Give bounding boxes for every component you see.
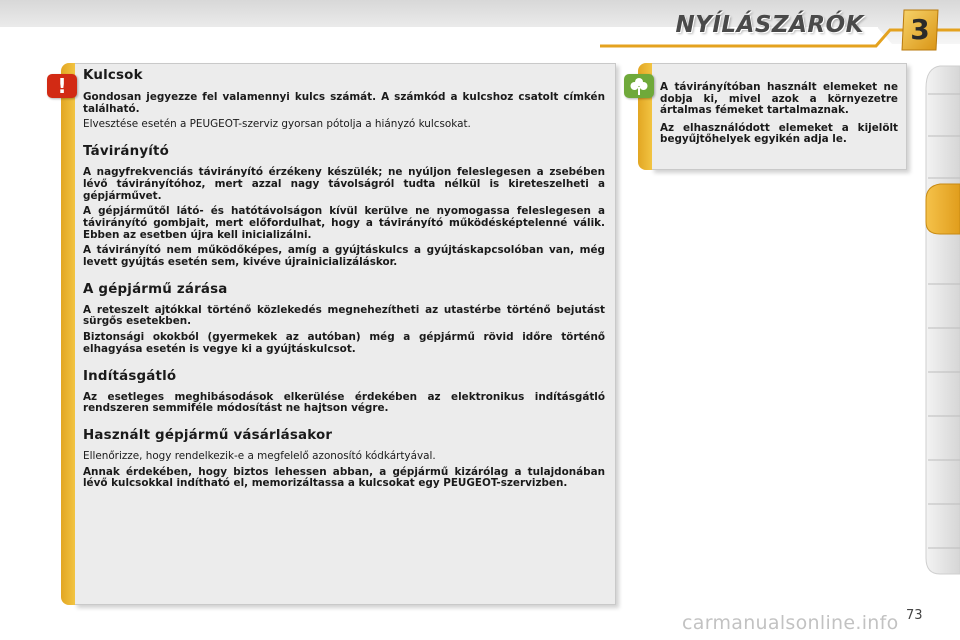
keys-paragraph-2: Elvesztése esetén a PEUGEOT-szerviz gyorsan pótolja a hiányzó kulcsokat. [83, 118, 471, 131]
section-keys [83, 68, 605, 131]
section-immobiliser [83, 369, 605, 415]
tip-content [660, 82, 898, 152]
section-locking [83, 282, 605, 356]
remote-paragraph-1: A nagyfrekvenciás távirányító érzékeny készülék; ne nyúljon feleslegesen a zsebében lévő távirányítóhoz, mert azzal nagy távolságról tudta nélkül is kireteszelheti a gépjárművet. [83, 166, 605, 202]
chapter-title: NYÍLÁSZÁRÓK [675, 12, 864, 38]
section-title-remote: Távirányító [83, 144, 170, 160]
chapter-tab-strip [920, 58, 960, 588]
section-title-keys: Kulcsok [83, 68, 143, 83]
watermark: carmanualsonline.info [682, 612, 899, 634]
keys-paragraph-1: Gondosan jegyezze fel valamennyi kulcs számát. A számkód a kulcshoz csatolt címkén található. [83, 91, 605, 115]
locking-paragraph-2: Biztonsági okokból (gyermekek az autóban) még a gépjármű rövid időre történő elhagyása esetén is vegye ki a gyújtáskulcsot. [83, 331, 605, 355]
clover-eco-icon [624, 74, 654, 98]
immobiliser-paragraph-1: Az esetleges meghibásodások elkerülése érdekében az elektronikus indításgátló rendszeren semmiféle módosítást ne hajtson végre. [83, 390, 605, 415]
warning-symbol: ! [57, 74, 67, 98]
section-remote [83, 144, 605, 269]
main-content-panel [74, 63, 616, 605]
section-used-car [83, 428, 605, 490]
remote-paragraph-2: A gépjárműtől látó- és hatótávolságon kívül kerülve ne nyomogassa feleslegesen a távirányító gombjait, mert előfordulhat, hogy a távirányító működésképtelenné válik. Ebben az esetben újra kell inicializálni. [83, 205, 605, 241]
section-title-immobiliser: Indításgátló [83, 368, 177, 384]
remote-paragraph-3: A távirányító nem működőképes, amíg a gyújtáskulcs a gyújtáskapcsolóban van, még levett gyújtás esetén sem, kivéve újrainicializáláskor. [83, 244, 605, 269]
panel-accent-bar [61, 63, 75, 605]
tip-paragraph-2: Az elhasználódott elemeket a kijelölt begyűjtőhelyek egyikén adja le. [660, 121, 898, 146]
chapter-number: 3 [910, 13, 930, 46]
section-title-used-car: Használt gépjármű vásárlásakor [83, 427, 333, 443]
exclamation-warning-icon [47, 74, 77, 98]
clover-glyph-icon [624, 74, 654, 98]
tip-paragraph-1: A távirányítóban használt elemeket ne dobja ki, mivel azok a környezetre ártalmas fémeket tartalmaznak. [660, 81, 898, 117]
locking-paragraph-1: A reteszelt ajtókkal történő közlekedés megnehezítheti az utastérbe történő bejutást sürgős esetekben. [83, 303, 605, 328]
main-content [83, 68, 605, 503]
page-number: 73 [906, 608, 923, 623]
used-car-paragraph-2: Annak érdekében, hogy biztos lehessen abban, a gépjármű kizárólag a tulajdonában lévő kulcsokkal indítható el, memorizáltassa a kulcsokat egy PEUGEOT-szervizben. [83, 465, 605, 490]
section-title-locking: A gépjármű zárása [83, 281, 228, 297]
used-car-paragraph-1: Ellenőrizze, hogy rendelkezik-e a megfelelő azonosító kódkártyával. [83, 449, 436, 462]
tip-panel [651, 63, 907, 170]
